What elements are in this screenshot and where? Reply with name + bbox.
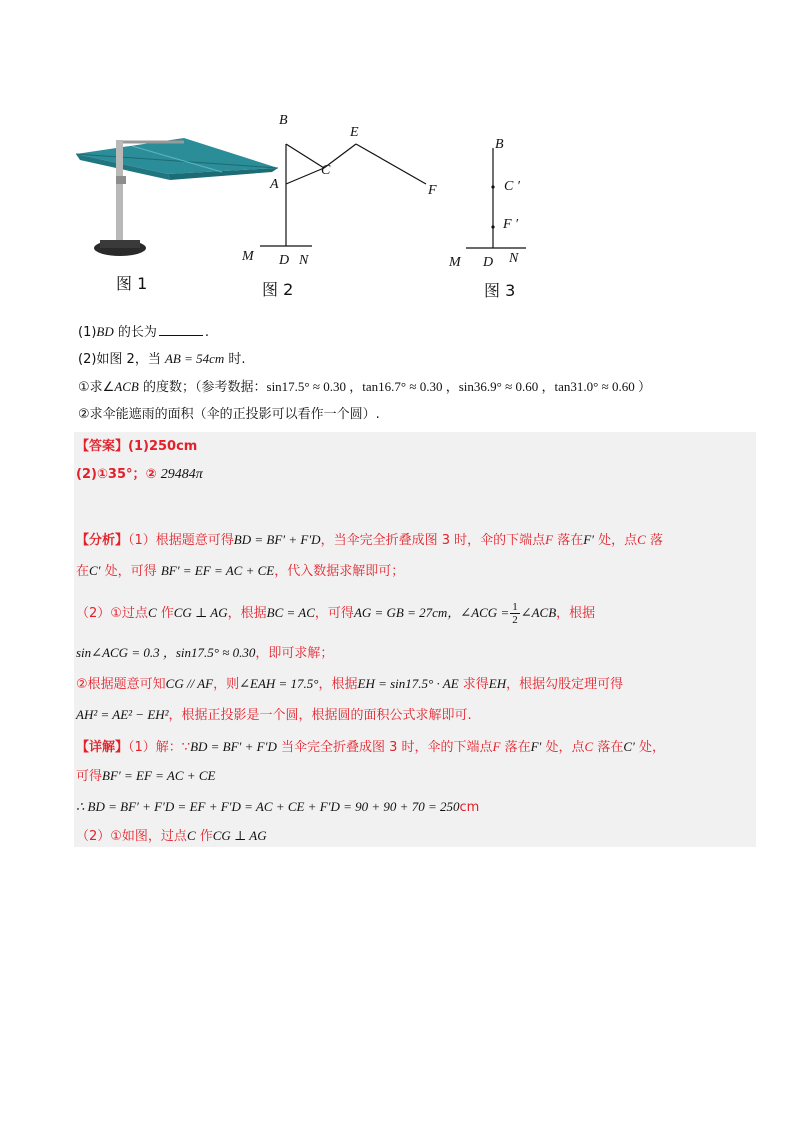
fig2-label-E: E xyxy=(350,125,359,140)
question-2-2: ②求伞能遮雨的面积（伞的正投影可以看作一个圆）. xyxy=(78,407,380,422)
answer-blank xyxy=(159,323,203,336)
detail-line-1: 【详解】（1）解：∵BD = BF′ + F′D 当伞完全折叠成图 3 时，伞的下端点F 落在F′ 处，点C 落在C′ 处， xyxy=(76,739,666,755)
fig2-label-F: F xyxy=(428,183,437,198)
fig3-label-C: C ′ xyxy=(504,179,520,194)
analysis-line-6: AH² = AE² − EH²，根据正投影是一个圆，根据圆的面积公式求解即可. xyxy=(76,707,472,723)
figure-2-diagram xyxy=(234,108,444,278)
detail-line-3: ∴ BD = BF′ + F′D = EF + F′D = AC + CE + F′D = 90 + 90 + 70 = 250cm xyxy=(76,799,480,815)
analysis-line-1: 【分析】（1）根据题意可得BD = BF′ + F′D，当伞完全折叠成图 3 时，伞的下端点F 落在F′ 处，点C 落 xyxy=(76,532,663,548)
detail-line-4: （2）①如图，过点C 作CG ⊥ AG xyxy=(76,828,267,844)
fig3-label-D: D xyxy=(483,255,494,270)
detail-line-2: 可得BF′ = EF = AC + CE xyxy=(76,768,216,784)
fig3-caption: 图 3 xyxy=(484,281,516,300)
fig2-label-M: M xyxy=(242,249,254,264)
analysis-line-2: 在C′ 处，可得 BF′ = EF = AC + CE，代入数据求解即可； xyxy=(76,563,405,579)
answer-line-1: 【答案】(1)250cm xyxy=(76,439,198,454)
analysis-line-3: （2）①过点C 作CG ⊥ AG，根据BC = AC，可得AG = GB = 27cm，∠ACG = $\frac{1}{2}$ ∠ACB，根据 xyxy=(76,601,596,626)
fig2-caption: 图 2 xyxy=(262,280,294,299)
fig2-label-C: C xyxy=(321,163,331,178)
answer-line-2: (2)①35°；② 29484π xyxy=(76,467,203,482)
fig2-label-B: B xyxy=(279,113,288,128)
fig2-label-A: A xyxy=(270,177,279,192)
question-1: (1)BD 的长为 . xyxy=(78,324,210,340)
analysis-line-4: sin∠ACG = 0.3 ，sin17.5° ≈ 0.30，即可求解； xyxy=(76,645,334,661)
fig1-caption: 图 1 xyxy=(116,274,148,293)
question-2: (2)如图 2，当 AB = 54cm 时. xyxy=(78,351,246,367)
fig3-label-M: M xyxy=(449,255,461,270)
fig3-label-F: F ′ xyxy=(503,217,519,232)
fig3-label-N: N xyxy=(509,251,519,266)
question-2-1: ①求∠ACB 的度数；（参考数据：sin17.5° ≈ 0.30 ，tan16.7° ≈ 0.30 ，sin36.9° ≈ 0.60 ，tan31.0° ≈ 0.60 ） xyxy=(78,379,651,395)
fig3-label-B: B xyxy=(495,137,504,152)
fig2-label-D: D xyxy=(279,253,290,268)
fig2-label-N: N xyxy=(299,253,309,268)
umbrella-pole xyxy=(116,140,123,244)
analysis-line-5: ②根据题意可知CG // AF，则∠EAH = 17.5°，根据EH = sin17.5° · AE 求得EH，根据勾股定理可得 xyxy=(76,676,624,692)
